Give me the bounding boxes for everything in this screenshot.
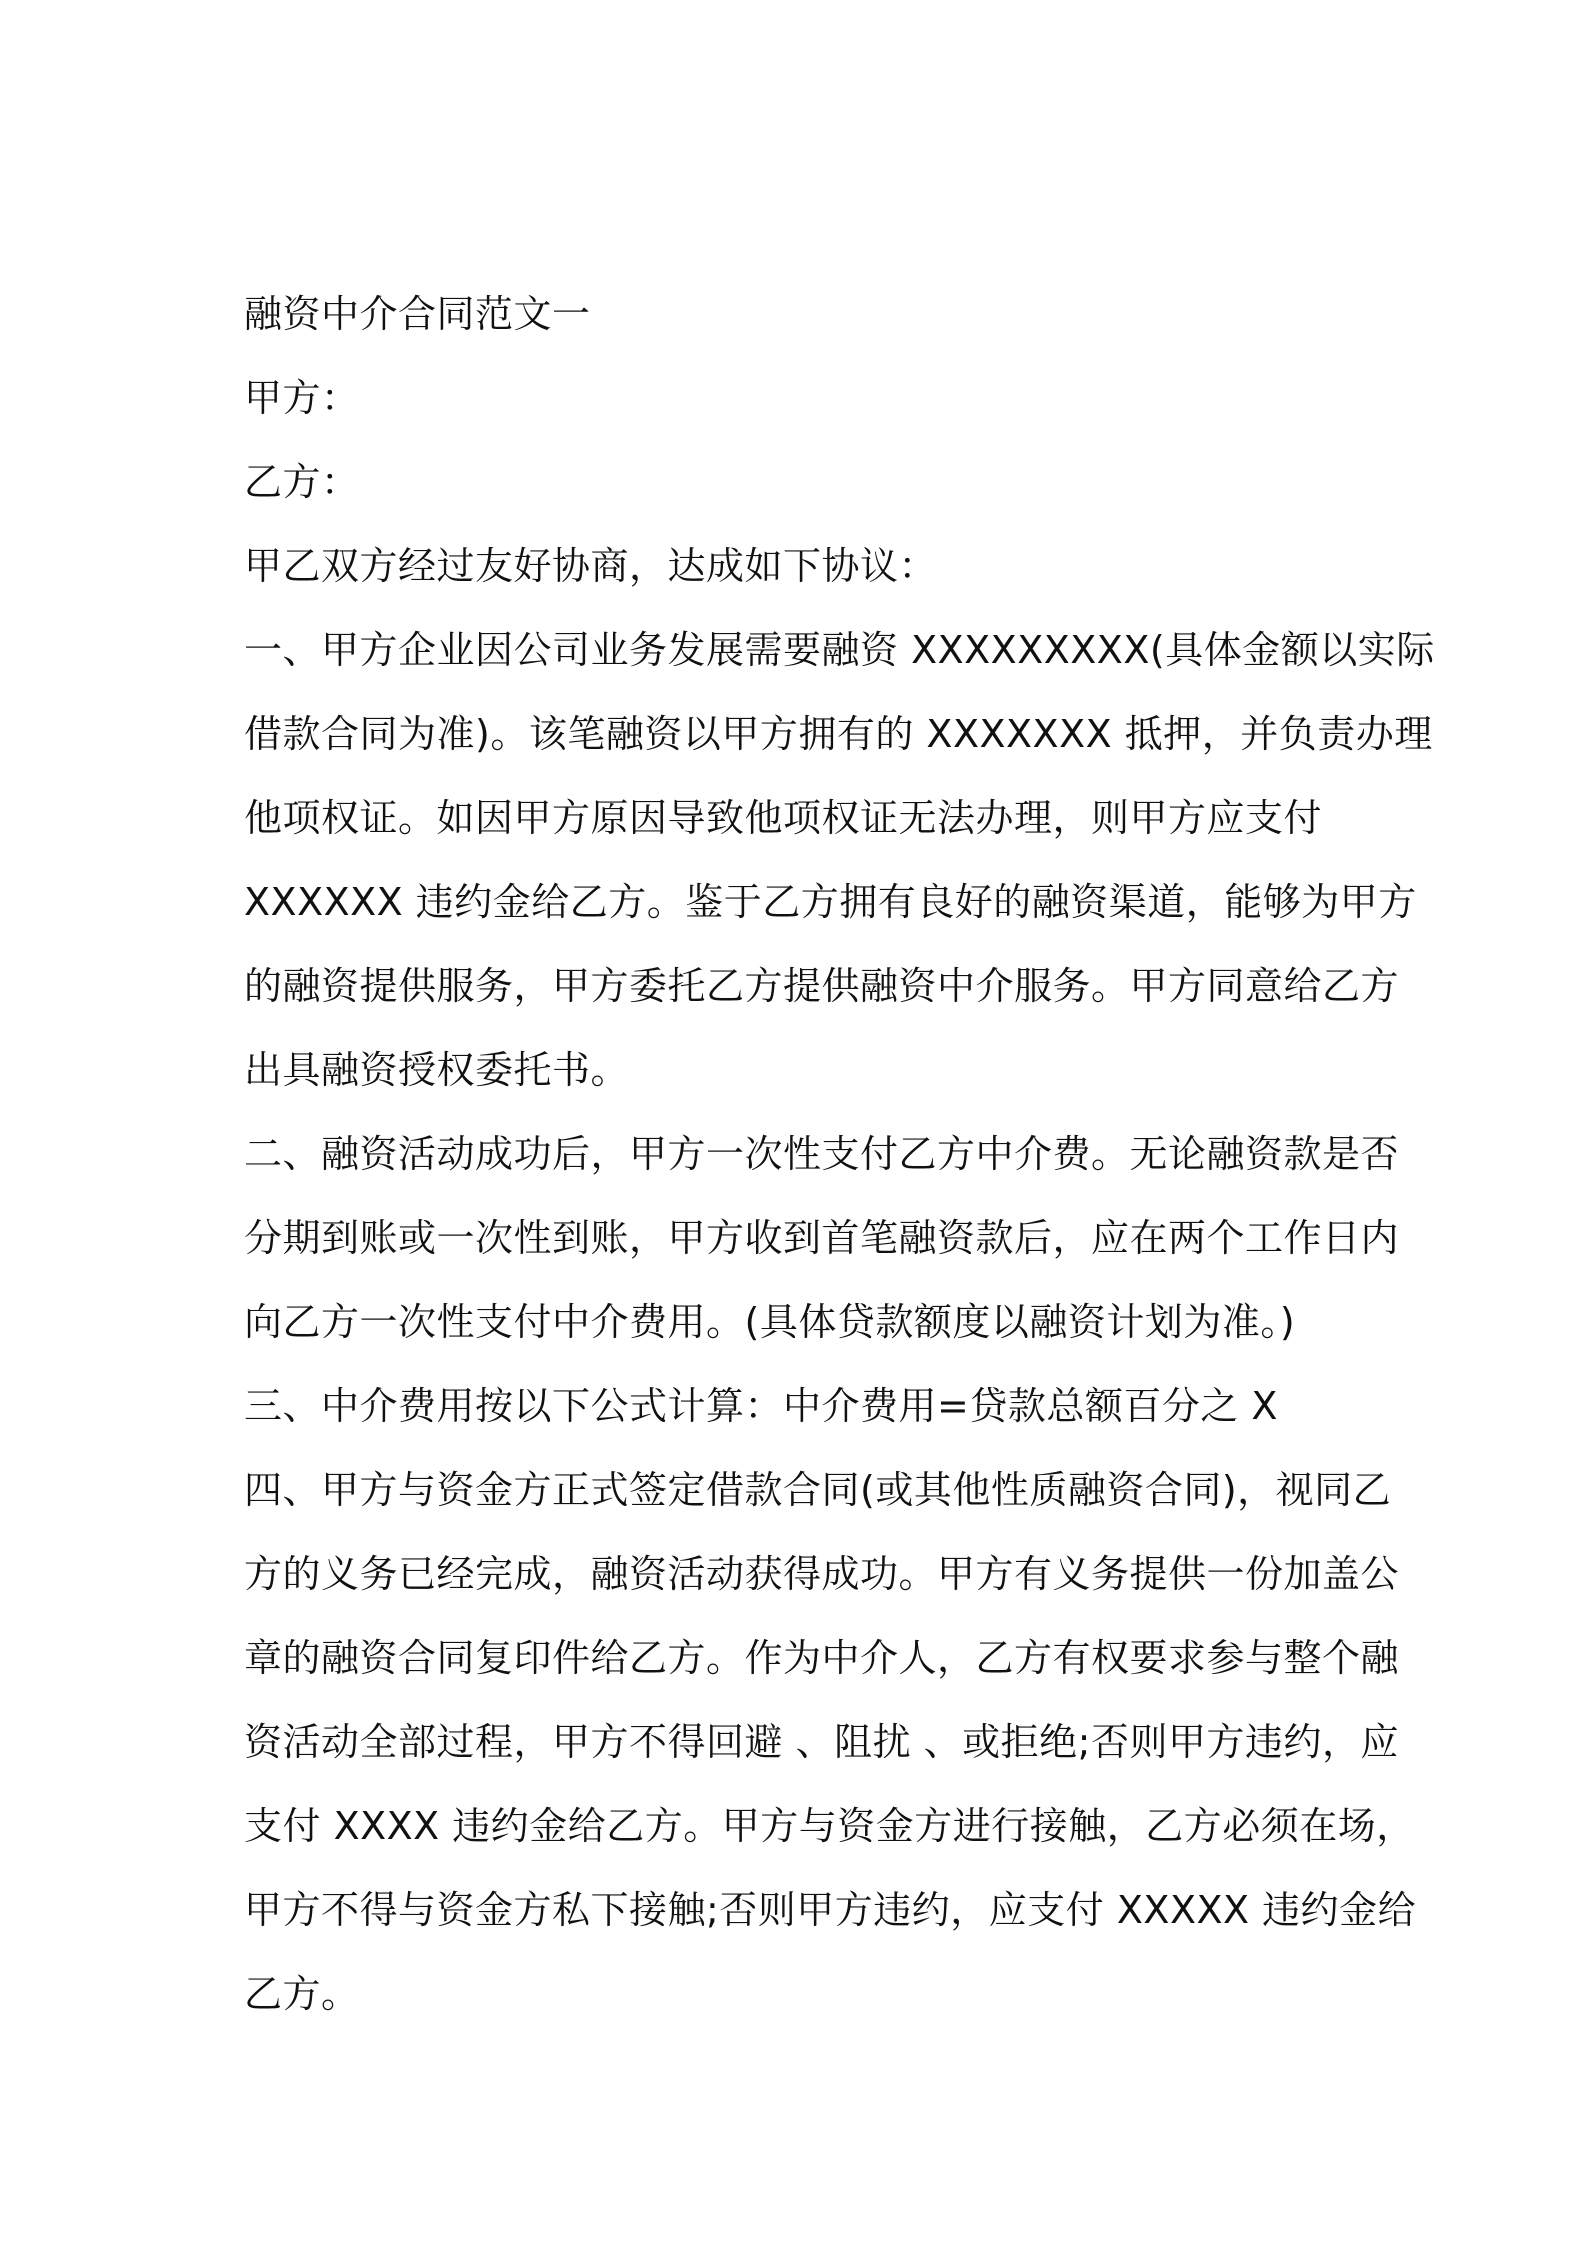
clause-4-line: 甲方不得与资金方私下接触;否则甲方违约，应支付 XXXXX 违约金给 [244, 1888, 1417, 1932]
clause-4-line: 支付 XXXX 违约金给乙方。甲方与资金方进行接触，乙方必须在场， [244, 1804, 1415, 1848]
clause-1-line: 出具融资授权委托书。 [244, 1048, 630, 1092]
clause-4-line: 乙方。 [244, 1972, 360, 2016]
clause-2-line: 二、融资活动成功后，甲方一次性支付乙方中介费。无论融资款是否 [244, 1132, 1400, 1176]
clause-2-line: 向乙方一次性支付中介费用。(具体贷款额度以融资计划为准。) [244, 1300, 1296, 1344]
clause-2-line: 分期到账或一次性到账，甲方收到首笔融资款后，应在两个工作日内 [244, 1216, 1400, 1260]
clause-3-line: 三、中介费用按以下公式计算：中介费用=贷款总额百分之 X [244, 1384, 1278, 1428]
party-b-line: 乙方： [244, 460, 360, 504]
clause-4-line: 章的融资合同复印件给乙方。作为中介人，乙方有权要求参与整个融 [244, 1636, 1400, 1680]
contract-text-body [244, 272, 1435, 2036]
document-title: 融资中介合同范文一 [244, 292, 591, 336]
clause-1-line: 的融资提供服务，甲方委托乙方提供融资中介服务。甲方同意给乙方 [244, 964, 1400, 1008]
clause-4-line: 四、甲方与资金方正式签定借款合同(或其他性质融资合同)，视同乙 [244, 1468, 1392, 1512]
clause-1-line: 借款合同为准)。该笔融资以甲方拥有的 XXXXXXX 抵押，并负责办理 [244, 712, 1433, 756]
clause-4-line: 方的义务已经完成，融资活动获得成功。甲方有义务提供一份加盖公 [244, 1552, 1400, 1596]
agreement-intro: 甲乙双方经过友好协商，达成如下协议： [244, 544, 938, 588]
clause-1-line: XXXXXX 违约金给乙方。鉴于乙方拥有良好的融资渠道，能够为甲方 [244, 880, 1417, 924]
party-a-line: 甲方： [244, 376, 360, 420]
clause-4-line: 资活动全部过程，甲方不得回避 、阻扰 、或拒绝;否则甲方违约，应 [244, 1720, 1399, 1764]
clause-1-line: 一、甲方企业因公司业务发展需要融资 XXXXXXXXX(具体金额以实际 [244, 628, 1435, 672]
clause-1-line: 他项权证。如因甲方原因导致他项权证无法办理，则甲方应支付 [244, 796, 1323, 840]
